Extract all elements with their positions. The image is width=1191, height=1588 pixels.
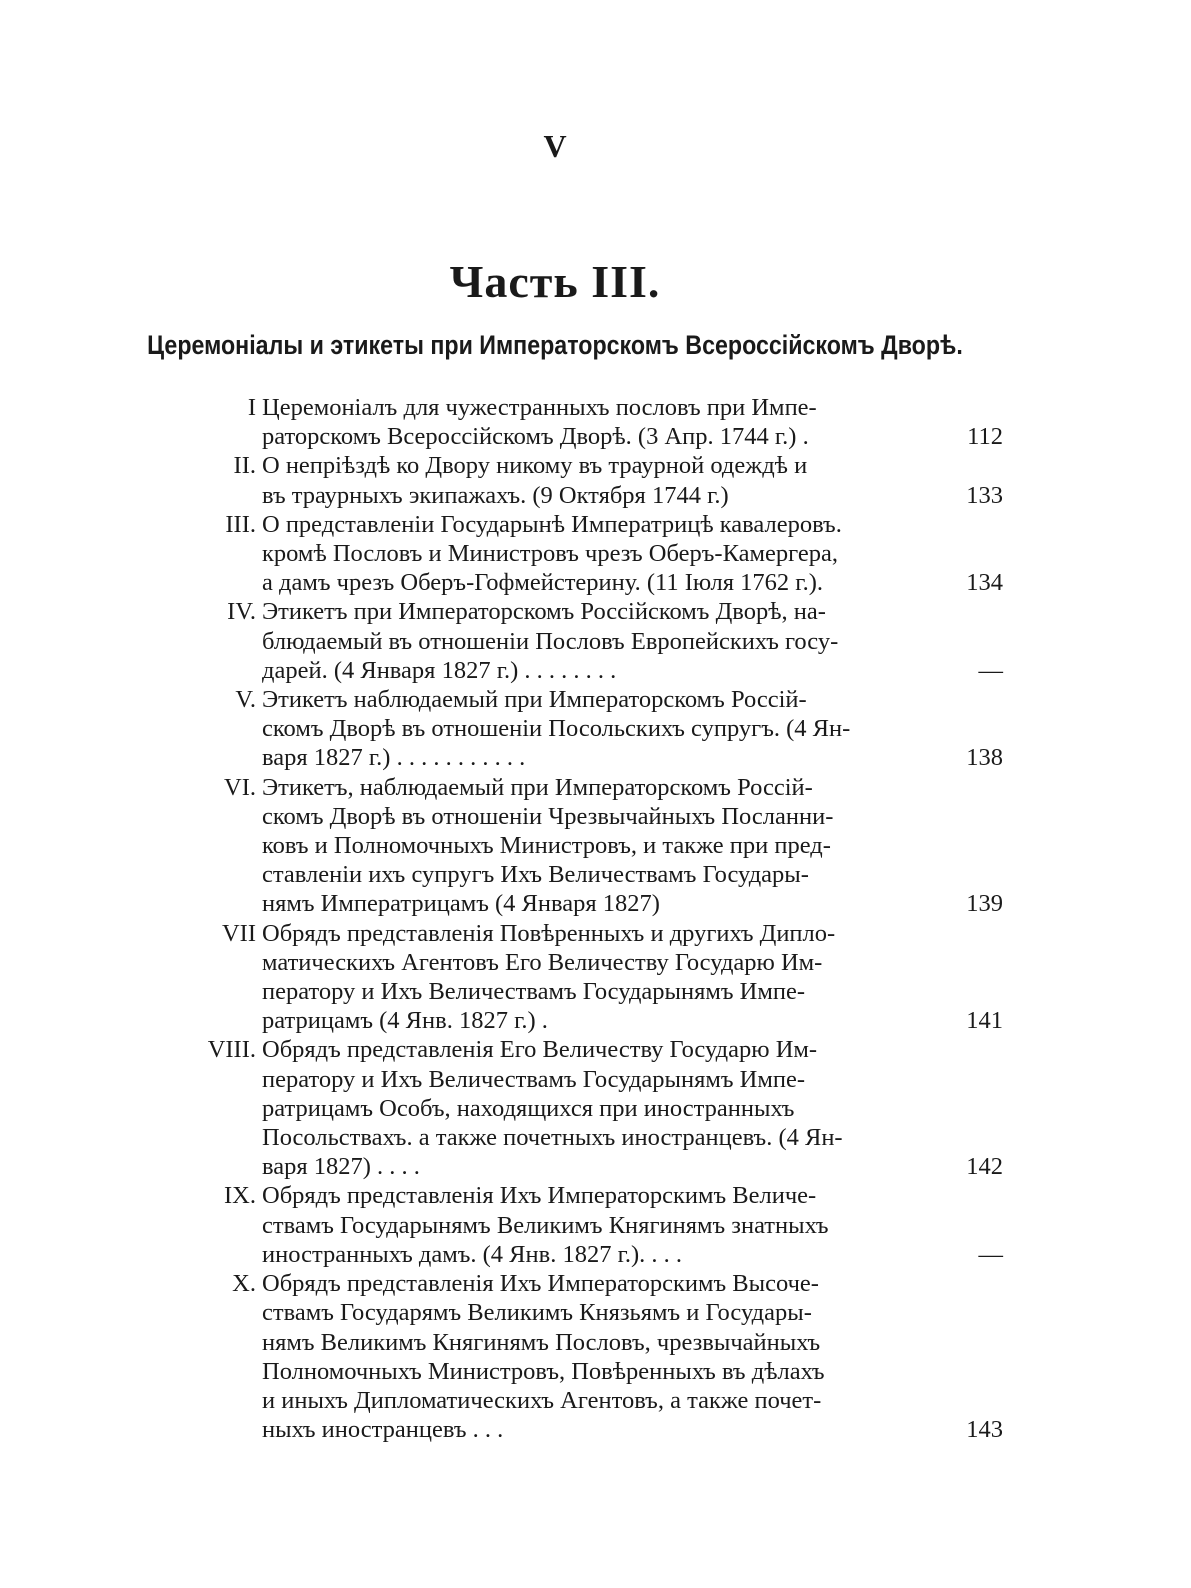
- toc-entry: [0, 597, 1191, 685]
- toc-entry-page: 143: [966, 1416, 1003, 1444]
- toc-entry-line: кромѣ Пословъ и Министровъ чрезъ Оберъ-Камергера,: [262, 540, 838, 568]
- toc-entry-page: 133: [966, 481, 1003, 509]
- toc-entry-line: ператору и Ихъ Величествамъ Государынямъ Импе-: [262, 978, 806, 1006]
- toc-entry-number: VII: [221, 919, 256, 947]
- toc-entry-line: въ траурныхъ экипажахъ. (9 Октября 1744 г.): [262, 481, 729, 509]
- part-title: Часть III.: [449, 256, 661, 307]
- toc-entry-line: варя 1827) . . . .: [262, 1153, 420, 1181]
- toc-entry-title: [262, 1269, 927, 1444]
- toc-entry-line: блюдаемый въ отношеніи Пословъ Европейскихъ госу-: [262, 627, 839, 655]
- toc-entry-page: 141: [966, 1007, 1003, 1035]
- toc-entry-line: Этикетъ при Императорскомъ Россійскомъ Дворѣ, на-: [262, 598, 826, 626]
- toc-entry-line: а дамъ чрезъ Оберъ-Гофмейстерину. (11 Іюля 1762 г.).: [262, 569, 823, 597]
- toc-entry: [0, 393, 1191, 451]
- toc-entry-number: VI.: [224, 773, 256, 801]
- toc-entry-title: [262, 1181, 927, 1269]
- toc-entry-number: VIII.: [207, 1036, 256, 1064]
- toc-entry: [0, 685, 1191, 773]
- toc-entry-line: скомъ Дворѣ въ отношеніи Посольскихъ супругъ. (4 Ян-: [262, 715, 851, 743]
- toc-entry: [0, 1035, 1191, 1181]
- toc-entry-page: 134: [966, 569, 1003, 597]
- toc-entry: [0, 773, 1191, 919]
- toc-entry-line: дарей. (4 Января 1827 г.) . . . . . . . .: [262, 656, 617, 684]
- toc-entry-line: Обрядъ представленія Ихъ Императорскимъ Величе-: [262, 1182, 817, 1210]
- toc-entry-line: ратрицамъ Особъ, находящихся при иностранныхъ: [262, 1094, 795, 1122]
- table-of-contents: [0, 393, 1191, 1444]
- toc-entry-line: Церемоніалъ для чужестранныхъ пословъ при Импе-: [262, 394, 817, 421]
- toc-entry-page: —: [978, 1240, 1003, 1268]
- toc-entry-line: ствамъ Государынямъ Великимъ Княгинямъ знатныхъ: [262, 1211, 829, 1239]
- toc-entry: [0, 1181, 1191, 1269]
- toc-entry-line: О представленіи Государынѣ Императрицѣ кавалеровъ.: [262, 510, 842, 538]
- toc-entry: [0, 451, 1191, 509]
- toc-entry-line: раторскомъ Всероссійскомъ Дворѣ. (3 Апр. 1744 г.) .: [262, 423, 809, 451]
- toc-entry-line: Обрядъ представленія Повѣренныхъ и другихъ Дипло-: [262, 919, 836, 947]
- toc-entry-title: [262, 1035, 927, 1181]
- toc-entry-line: и иныхъ Дипломатическихъ Агентовъ, а также почет-: [262, 1386, 822, 1414]
- toc-entry-line: Обрядъ представленія Его Величеству Государю Им-: [262, 1036, 818, 1064]
- toc-entry-page: —: [978, 656, 1003, 684]
- toc-entry-line: нямъ Императрицамъ (4 Января 1827): [262, 890, 660, 918]
- toc-entry-title: [262, 919, 927, 1036]
- toc-entry-line: матическихъ Агентовъ Его Величеству Государю Им-: [262, 948, 823, 976]
- toc-entry-line: нямъ Великимъ Княгинямъ Пословъ, чрезвычайныхъ: [262, 1328, 821, 1356]
- page-number: V: [543, 128, 567, 164]
- toc-entry-title: [262, 393, 927, 451]
- toc-entry-number: III.: [225, 510, 256, 538]
- toc-entry-line: ствамъ Государямъ Великимъ Князьямъ и Государы-: [262, 1299, 812, 1327]
- toc-entry-title: [262, 451, 927, 509]
- toc-entry-line: варя 1827 г.) . . . . . . . . . . .: [262, 744, 526, 772]
- toc-entry-title: [262, 685, 927, 773]
- toc-entry-number: V.: [235, 686, 256, 714]
- toc-entry-title: [262, 510, 927, 598]
- toc-entry-page: 138: [966, 744, 1003, 772]
- toc-entry-number: I: [247, 394, 256, 421]
- toc-entry-line: иностранныхъ дамъ. (4 Янв. 1827 г.). . . .: [262, 1240, 683, 1268]
- toc-entry-line: Посольствахъ. а также почетныхъ иностранцевъ. (4 Ян-: [262, 1124, 843, 1152]
- toc-entry-page: 142: [966, 1153, 1003, 1181]
- toc-entry-line: Полномочныхъ Министровъ, Повѣренныхъ въ дѣлахъ: [262, 1357, 825, 1385]
- toc-entry-line: Этикетъ, наблюдаемый при Императорскомъ Россій-: [262, 773, 813, 801]
- toc-entry: [0, 919, 1191, 1036]
- toc-entry-line: ставленіи ихъ супругъ Ихъ Величествамъ Государы-: [262, 861, 809, 889]
- toc-entry-page: 139: [966, 890, 1003, 918]
- toc-entry-number: II.: [233, 452, 256, 480]
- toc-entry-number: X.: [232, 1270, 256, 1298]
- toc-entry-title: [262, 597, 927, 685]
- toc-entry-line: Этикетъ наблюдаемый при Императорскомъ Россій-: [262, 686, 807, 714]
- toc-entry-line: ковъ и Полномочныхъ Министровъ, и также при пред-: [262, 832, 831, 860]
- toc-entry-line: ператору и Ихъ Величествамъ Государынямъ Импе-: [262, 1065, 806, 1093]
- toc-entry-line: ныхъ иностранцевъ . . .: [262, 1416, 504, 1444]
- toc-entry-line: ратрицамъ (4 Янв. 1827 г.) .: [262, 1007, 548, 1035]
- toc-entry: [0, 1269, 1191, 1444]
- section-subtitle: Церемоніалы и этикеты при Императорскомъ Всероссійскомъ Дворѣ.: [147, 330, 963, 360]
- toc-entry-title: [262, 773, 927, 919]
- toc-entry: [0, 510, 1191, 598]
- toc-entry-line: Обрядъ представленія Ихъ Императорскимъ Высоче-: [262, 1270, 819, 1298]
- toc-entry-line: О непріѣздѣ ко Двору никому въ траурной одеждѣ и: [262, 452, 808, 480]
- toc-entry-line: скомъ Дворѣ въ отношеніи Чрезвычайныхъ Посланни-: [262, 802, 834, 830]
- toc-entry-number: IV.: [227, 598, 256, 626]
- toc-entry-page: 112: [967, 423, 1003, 451]
- toc-entry-number: IX.: [224, 1182, 256, 1210]
